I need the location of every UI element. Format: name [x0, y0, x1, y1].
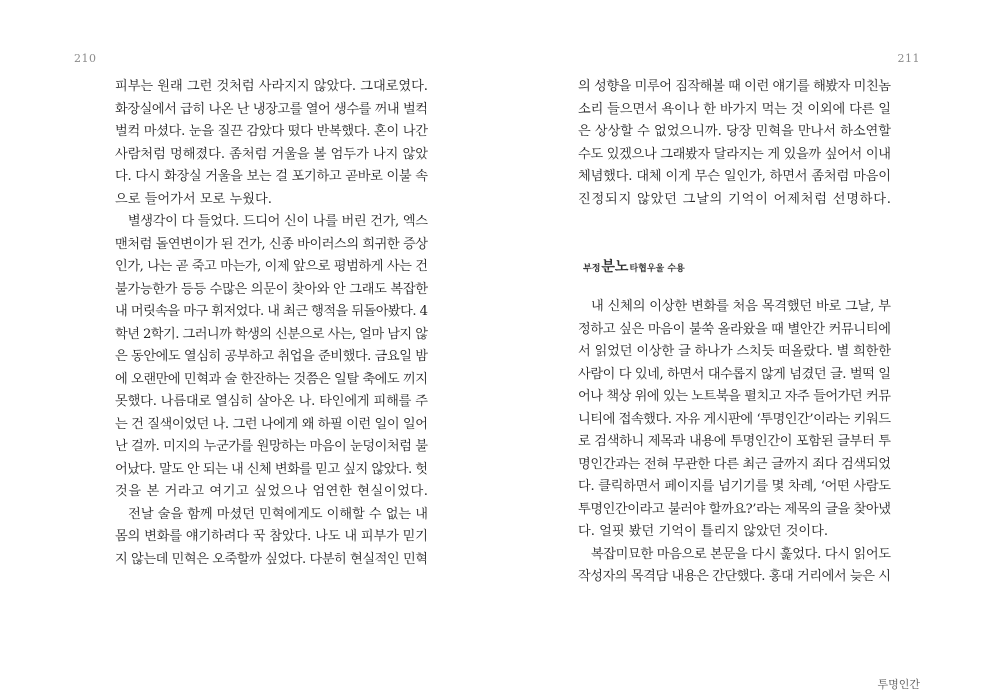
text-line: 니티에 접속했다. 자유 게시판에 ‘투명인간’이라는 키워드 [578, 411, 891, 427]
running-title: 투명인간 [877, 678, 920, 691]
text-line: 의 성향을 미루어 짐작해볼 때 이런 얘기를 해봤자 미친놈 [578, 79, 891, 94]
text-line: 못했다. 나름대로 열심히 살아온 나. 타인에게 피해를 주 [115, 394, 428, 409]
section-heading-emphasis: 분노 [601, 259, 629, 275]
text-line: 정하고 싶은 마음이 불쑥 올라왔을 때 별안간 커뮤니티에 [578, 321, 891, 337]
text-line: 으로 들어가서 모로 누웠다. [115, 191, 272, 207]
text-line: 서 읽었던 이상한 글 하나가 스치듯 떠올랐다. 별 희한한 [578, 344, 891, 359]
text-line: 난 걸까. 미지의 누군가를 원망하는 마음이 눈덩이처럼 불 [115, 439, 428, 454]
text-line: 체념했다. 대체 이게 무슨 일인가, 하면서 좀처럼 마음이 [578, 169, 891, 184]
text-line: 진정되지 않았던 그날의 기억이 어제처럼 선명하다. [578, 191, 892, 207]
text-line: 내 머릿속을 마구 휘저었다. 내 최근 행적을 뒤돌아봤다. 4 [115, 304, 428, 319]
body-text-left [115, 76, 428, 571]
text-line: 인가, 나는 곧 죽고 마는가, 이제 앞으로 평범하게 사는 건 [115, 259, 428, 274]
text-line: 은 상상할 수 없었으니까. 당장 민혁을 만나서 하소연할 [578, 124, 891, 139]
text-line: 소리 들으면서 욕이나 한 바가지 먹는 것 이외에 다른 일 [578, 101, 891, 117]
text-line: 사람이 다 있네, 하면서 대수롭지 않게 넘겼던 글. 벌떡 일 [578, 366, 891, 382]
body-text-right-lower [578, 296, 891, 589]
text-line: 전날 술을 함께 마셨던 민혁에게도 이해할 수 없는 내 [115, 506, 428, 522]
text-line: 어났다. 말도 안 되는 내 신체 변화를 믿고 싶지 않았다. 헛 [115, 461, 428, 477]
text-line: 투명인간이라고 불러야 할까요?’라는 제목의 글을 찾아냈 [578, 501, 891, 517]
text-line: 지 않는데 민혁은 오죽할까 싶었다. 다분히 현실적인 민혁 [115, 551, 428, 567]
section-heading-prefix: 부정 [583, 264, 601, 274]
text-line: 내 신체의 이상한 변화를 처음 목격했던 바로 그날, 부 [578, 299, 891, 314]
text-line: 것을 본 거라고 여기고 싶었으나 엄연한 현실이었다. [115, 484, 429, 499]
text-line: 사람처럼 멍해졌다. 좀처럼 거울을 볼 엄두가 나지 않았 [115, 146, 428, 162]
section-heading-suffix: 타협우울 수용 [629, 264, 685, 274]
text-line: 어나 책상 위에 있는 노트북을 펼치고 자주 들어가던 커뮤 [578, 389, 891, 404]
text-line: 다. 얼핏 봤던 기억이 틀리지 않았던 것이다. [578, 524, 829, 539]
right-page [500, 0, 1000, 700]
text-line: 불가능한가 등등 수많은 의문이 찾아와 안 그래도 복잡한 [115, 281, 428, 297]
text-line: 작성자의 목격담 내용은 간단했다. 홍대 거리에서 늦은 시 [578, 569, 891, 584]
text-line: 에 오랜만에 민혁과 술 한잔하는 것쯤은 일탈 축에도 끼지 [115, 371, 428, 387]
text-line: 로 검색하니 제목과 내용에 투명인간이 포함된 글부터 투 [578, 434, 891, 449]
text-line: 피부는 원래 그런 것처럼 사라지지 않았다. 그대로였다. [115, 79, 428, 94]
text-line: 수도 있겠으나 그래봤자 달라지는 게 있을까 싶어서 이내 [578, 146, 891, 162]
text-line: 몸의 변화를 얘기하려다 꾹 참았다. 나도 내 피부가 믿기 [115, 529, 428, 544]
text-line: 별생각이 다 들었다. 드디어 신이 나를 버린 건가, 엑스 [115, 214, 428, 229]
section-heading [583, 256, 685, 276]
text-line: 명인간과는 전혀 무관한 다른 최근 글까지 죄다 검색되었 [578, 456, 891, 472]
text-line: 맨처럼 돌연변이가 된 건가, 신종 바이러스의 희귀한 증상 [115, 236, 428, 252]
text-line: 학년 2학기. 그러니까 학생의 신분으로 사는, 얼마 남지 않 [115, 326, 428, 342]
page-number-right: 211 [897, 52, 920, 65]
text-line: 다. 클릭하면서 페이지를 넘기기를 몇 차례, ‘어떤 사람도 [578, 479, 891, 494]
text-line: 복잡미묘한 마음으로 본문을 다시 훑었다. 다시 읽어도 [578, 546, 891, 562]
page-number-left: 210 [74, 52, 97, 65]
text-line: 화장실에서 급히 나온 난 냉장고를 열어 생수를 꺼내 벌컥 [115, 101, 428, 117]
text-line: 벌컥 마셨다. 눈을 질끈 감았다 떴다 반복했다. 혼이 나간 [115, 124, 428, 139]
text-line: 다. 다시 화장실 거울을 보는 걸 포기하고 곧바로 이불 속 [115, 169, 428, 184]
text-line: 는 건 질색이었던 나. 그런 나에게 왜 하필 이런 일이 일어 [115, 416, 428, 432]
body-text-right-upper [578, 76, 891, 211]
text-line: 은 동안에도 열심히 공부하고 취업을 준비했다. 금요일 밤 [115, 349, 428, 364]
